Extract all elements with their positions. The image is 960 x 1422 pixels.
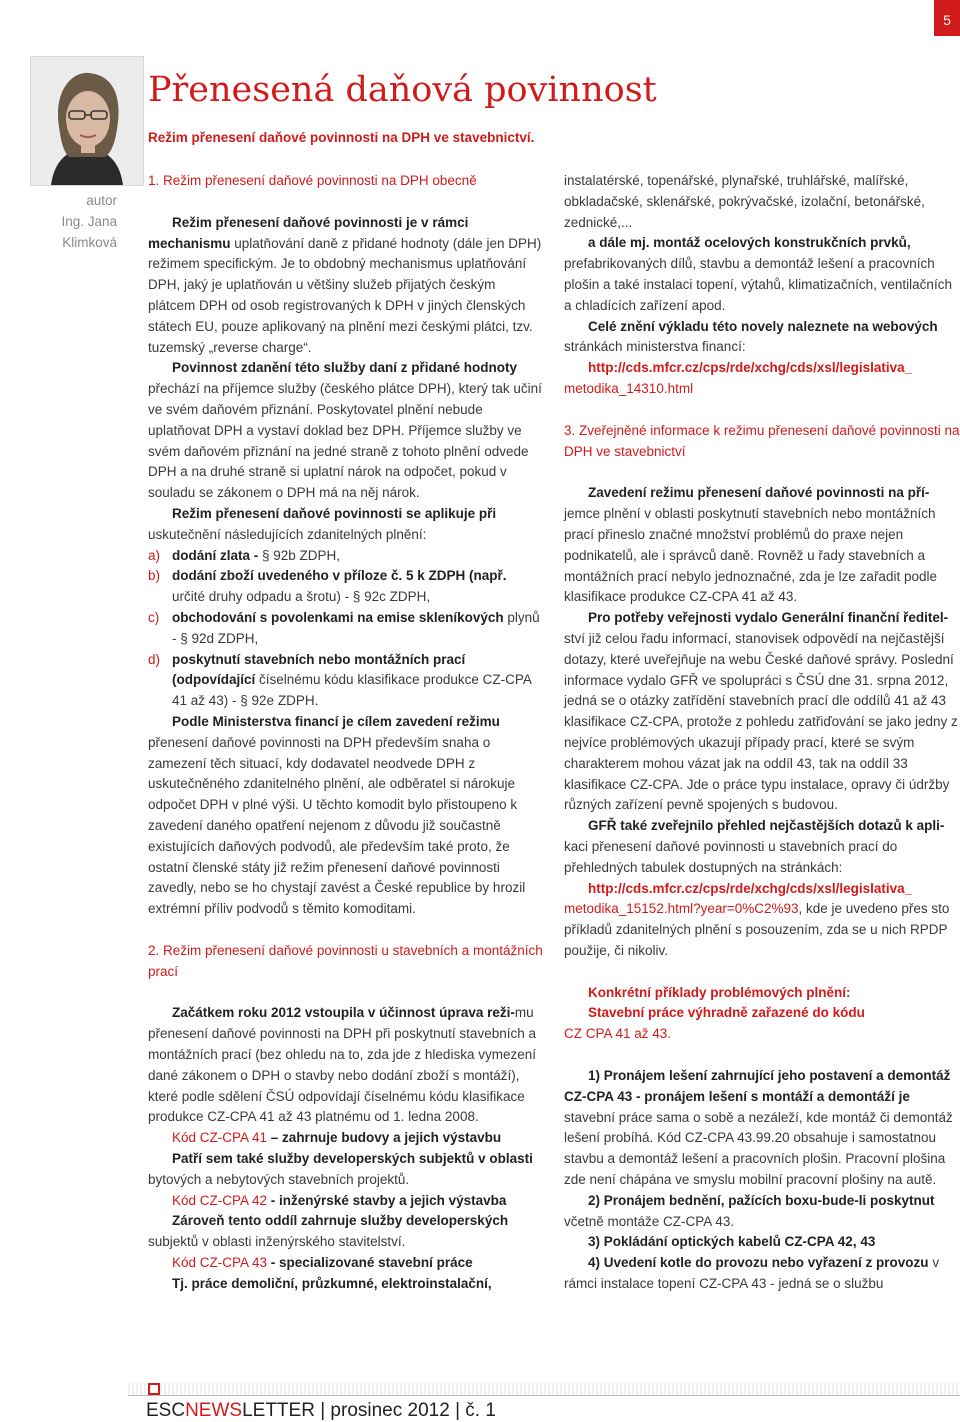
article-subtitle: Režim přenesení daňové povinnosti na DPH ve stavebnictví. — [148, 130, 535, 145]
paragraph-text: uplatňování daně z přidané hodnoty (dále jen DPH) režimem specifickým. Je to obdobný mechanismus uplatňování DPH, jaký je uplatňován u většiny služeb přijatých českým plátcem DPH od osob registrovaných k DPH v jiných členských státech EU, pouze aplikovaný na plnění mezi českými plátci, tzv. tuzemský „reverse charge“. — [148, 235, 542, 355]
paragraph — [148, 712, 543, 920]
author-block — [61, 190, 117, 253]
list-item — [148, 650, 543, 712]
examples-heading: Konkrétní příklady problémových plnění: — [588, 984, 851, 1000]
footer-square-icon — [148, 1383, 160, 1395]
examples-heading: Stavební práce výhradně zařazené do kódu — [588, 1005, 865, 1021]
author-photo — [30, 56, 144, 186]
paragraph-lead: GFŘ také zveřejnilo přehled nejčastějších dotazů k apli- — [588, 818, 945, 834]
example-paragraph — [564, 1191, 960, 1233]
link-url-part1[interactable]: http://cds.mfcr.cz/cps/rde/xchg/cds/xsl/legislativa_ — [588, 360, 913, 376]
section-heading-2: 2. Režim přenesení daňové povinnosti u stavebních a montážních prací — [148, 942, 543, 979]
paragraph-lead: 3) Pokládání optických kabelů CZ-CPA 42, 43 — [588, 1234, 876, 1250]
list-marker: c) — [148, 609, 160, 625]
example-paragraph — [564, 1066, 960, 1191]
code-line — [148, 1253, 543, 1274]
code-label: Kód CZ-CPA 42 — [172, 1192, 268, 1208]
list-item-lead: dodání zlata - — [172, 547, 259, 563]
paragraph-lead: Režim přenesení daňové povinnosti je v rámci mechanismu — [148, 214, 469, 251]
list-item-text: číselnému kódu klasifikace produkce CZ-CPA 41 až 43) - § 92e ZDPH. — [172, 672, 532, 709]
paragraph: instalatérské, topenářské, plynařské, truhlářské, malířské, obkladačské, sklenářské, pokrývačské, izolační, betonářské, zednické,... — [564, 173, 925, 230]
footer-divider — [128, 1395, 960, 1396]
paragraph-lead: Patří sem také služby developerských subjektů v oblasti — [172, 1151, 533, 1167]
code-label: Kód CZ-CPA 43 — [172, 1255, 268, 1271]
article-column-right — [564, 171, 960, 1295]
example-paragraph — [564, 1232, 960, 1253]
list-marker: d) — [148, 651, 161, 667]
paragraph-text: prefabrikovaných dílů, stavbu a demontáž lešení a pracovních plošin a také instalaci topení, výtahů, klimatizačních, ventilačních a chladících zařízení apod. — [564, 256, 952, 313]
paragraph-text: jemce plnění v oblasti poskytnutí stavebních nebo montážních prací přineslo značné množství problémů do praxe nejen podnikatelů, ale i správců daně. Rovněž u řady stavebních a montážních prací nebylo jednoznačné, zda je lze zařadit podle klasifikace produkce CZ-CPA 41 až 43. — [564, 506, 937, 605]
paragraph — [148, 1003, 543, 1128]
example-paragraph — [564, 1253, 960, 1295]
masthead-esc: ESC — [146, 1400, 186, 1421]
link-url-part2[interactable]: metodika_15152.html?year=0%C2%93 — [564, 901, 799, 917]
code-description: - specializované stavební práce — [267, 1255, 473, 1271]
link-url-part1[interactable]: http://cds.mfcr.cz/cps/rde/xchg/cds/xsl/legislativa_ — [588, 880, 913, 896]
masthead-letter: LETTER — [242, 1400, 315, 1421]
examples-heading: CZ CPA 41 až 43. — [564, 1026, 672, 1042]
list-item-text: určité druhy odpadu a šrotu) - § 92c ZDPH, — [172, 589, 431, 605]
paragraph-lead: Zavedení režimu přenesení daňové povinnosti na pří- — [588, 485, 930, 501]
paragraph-lead: Pro potřeby veřejnosti vydalo Generální finanční ředitel- — [588, 610, 949, 626]
article-column-left — [148, 171, 543, 1295]
link-url-part2[interactable]: metodika_14310.html — [564, 380, 694, 396]
list-marker: b) — [148, 568, 161, 584]
code-line — [148, 1191, 543, 1212]
paragraph — [564, 317, 960, 359]
paragraph-lead: 1) Pronájem lešení zahrnující jeho postavení a demontáž CZ-CPA 43 - pronájem lešení s montáží a demontáží je — [564, 1068, 951, 1104]
paragraph-text: přechází na příjemce služby (českého plátce DPH), který tak učiní ve svém daňovém přiznání. Poskytovatel plnění nebude uplatňovat DPH a vystaví doklad bez DPH. Příjemce služby ve svém daňovém přiznání na jedné straně z tohoto plnění odvede DPH a na druhé straně si uplatní nárok na odpočet, pokud v souladu se zákonem o DPH má na něj nárok. — [148, 381, 542, 501]
article-title: Přenesená daňová povinnost — [148, 70, 657, 110]
paragraph — [564, 608, 960, 816]
paragraph — [148, 504, 543, 546]
list-item — [148, 608, 543, 650]
code-description: – zahrnuje budovy a jejich výstavbu — [267, 1130, 502, 1146]
paragraph-lead: Režim přenesení daňové povinnosti se aplikuje při — [172, 505, 497, 521]
section-heading-1: 1. Režim přenesení daňové povinnosti na DPH obecně — [148, 173, 477, 188]
paragraph — [564, 233, 960, 316]
masthead-issue: | prosinec 2012 | č. 1 — [314, 1400, 496, 1421]
page-number: 5 — [934, 0, 960, 36]
paragraph-lead: 2) Pronájem bednění, pažících boxu-bude-li poskytnut — [588, 1192, 935, 1208]
paragraph-text: subjektů v oblasti inženýrského stavitelství. — [148, 1234, 406, 1250]
paragraph-text: včetně montáže CZ-CPA 43. — [564, 1213, 735, 1229]
paragraph-lead: a dále mj. montáž ocelových konstrukčních prvků, — [588, 235, 911, 251]
paragraph-text: kaci přenesení daňové povinnosti u stavebních prací do přehledných tabulek dostupných na stránkách: — [564, 838, 898, 875]
paragraph-text: uskutečnění následujících zdanitelných plnění: — [148, 526, 427, 542]
paragraph-text: stránkách ministerstva financí: — [564, 339, 746, 355]
list-item-lead: obchodování s povolenkami na emise skleníkových — [172, 609, 504, 625]
paragraph-text: bytových a nebytových stavebních projektů. — [148, 1171, 410, 1187]
paragraph-lead: 4) Uvedení kotle do provozu nebo vyřazení z provozu — [588, 1255, 929, 1271]
section-heading-3: 3. Zveřejněné informace k režimu přenesení daňové povinnosti na DPH ve stavebnictví — [564, 422, 960, 459]
link-line[interactable] — [564, 358, 960, 379]
paragraph-text: přenesení daňové povinnosti na DPH především snaha o zamezení těch situací, kdy dodavatel neodvede DPH z uskutečněného zdanitelného plnění, ale odběratel si nárokuje odpočet DPH v plné výši. U těchto komodit bylo přistoupeno k zavedení daného opatření nejenom z důvodu již součastně existujících daňových podvodů, ale především také proto, že ostatní členské státy již režim přenesení daňové povinnosti zavedly, nebo se ho chystají zavést a České republice by hrozil extrémní příliv podvodů s těmito komoditami. — [148, 734, 526, 917]
paragraph — [148, 1274, 543, 1295]
list-item-text: § 92b ZDPH, — [258, 547, 341, 563]
paragraph — [564, 899, 960, 961]
paragraph-text: v rámci instalace topení CZ-CPA 43 - jedná se o službu — [564, 1255, 940, 1292]
author-name-line2: Klimková — [62, 235, 117, 250]
link-line[interactable] — [564, 379, 960, 400]
paragraph-lead: Podle Ministerstva financí je cílem zavedení režimu — [172, 713, 500, 729]
paragraph — [148, 1211, 543, 1253]
paragraph-text: ství již celou řadu informací, stanovisek odpovědí na nejčastější dotazy, které uveřejňuje na webu České daňové správy. Poslední informace vydalo GFŘ ve spolupráci s ČSÚ dne 31. srpna 2012, jedná se o otázky zatřídění stavebních prací dle oddílů 41 až 43 klasifikace CZ-CPA, protože z pohledu zatřiďování se jako jedny z nejvíce problémových ukazují případy prací, které se svým charakterem mohou vázat jak na oddíl 43, tak na oddíl 33 klasifikace CZ-CPA. Jde o práce typu instalace, opravy či údržby různých zařízení pevně spojených s budovou. — [564, 630, 958, 813]
paragraph-lead: Začátkem roku 2012 vstoupila v účinnost úprava reži- — [172, 1005, 515, 1021]
author-portrait-image — [31, 57, 143, 185]
list-item — [148, 566, 543, 608]
paragraph — [564, 816, 960, 878]
link-line[interactable] — [564, 879, 960, 900]
list-item-lead: dodání zboží uvedeného v příloze č. 5 k ZDPH (např. — [172, 568, 507, 584]
list-item — [148, 546, 543, 567]
author-label: autor — [86, 193, 117, 208]
footer-masthead — [146, 1400, 496, 1422]
paragraph-text: , kde je uvedeno přes sto příkladů zdanitelných plnění s posouzením, zda se u nich RPDP použije, či nikoliv. — [564, 901, 950, 958]
paragraph — [148, 1149, 543, 1191]
code-line — [148, 1128, 543, 1149]
author-name-line1: Ing. Jana — [61, 214, 117, 229]
footer-texture — [128, 1383, 960, 1394]
code-label: Kód CZ-CPA 41 — [172, 1130, 268, 1146]
paragraph-lead: Povinnost zdanění této služby daní z přidané hodnoty — [172, 360, 518, 376]
list-marker: a) — [148, 547, 161, 563]
paragraph — [564, 483, 960, 608]
list-item-text: plynů - § 92d ZDPH, — [172, 609, 540, 646]
list-item-lead: poskytnutí stavebních nebo montážních prací (odpovídající — [172, 651, 466, 688]
paragraph-lead: Tj. práce demoliční, průzkumné, elektroinstalační, — [172, 1275, 492, 1291]
paragraph-lead: Zároveň tento oddíl zahrnuje služby developerských — [172, 1213, 509, 1229]
code-description: - inženýrské stavby a jejich výstavba — [267, 1192, 507, 1208]
paragraph — [148, 358, 543, 504]
paragraph-text: mu přenesení daňové povinnosti na DPH při poskytnutí stavebních a montážních prací (bez ohledu na to, zda jde z hlediska vymezení dané zákonem o DPH o stavby nebo dodání zboží s montáží), které podle sdělení ČSÚ odpovídají číselnému kódu klasifikace produkce CZ-CPA 41 až 43 platnému od 1. ledna 2008. — [148, 1005, 536, 1125]
paragraph-text: stavební práce sama o sobě a nezáleží, kde montáž či demontáž lešení probíhá. Kód CZ-CPA 43.99.20 obsahuje i samostatnou stavbu a demontáž lešení a pracovních plošin. Pracovní plošina zde není chápána ve smyslu mobilní pracovní plošiny na autě. — [564, 1109, 953, 1188]
paragraph-lead: Celé znění výkladu této novely naleznete na webových — [588, 318, 938, 334]
paragraph — [148, 213, 543, 359]
masthead-news: NEWS — [185, 1400, 243, 1421]
